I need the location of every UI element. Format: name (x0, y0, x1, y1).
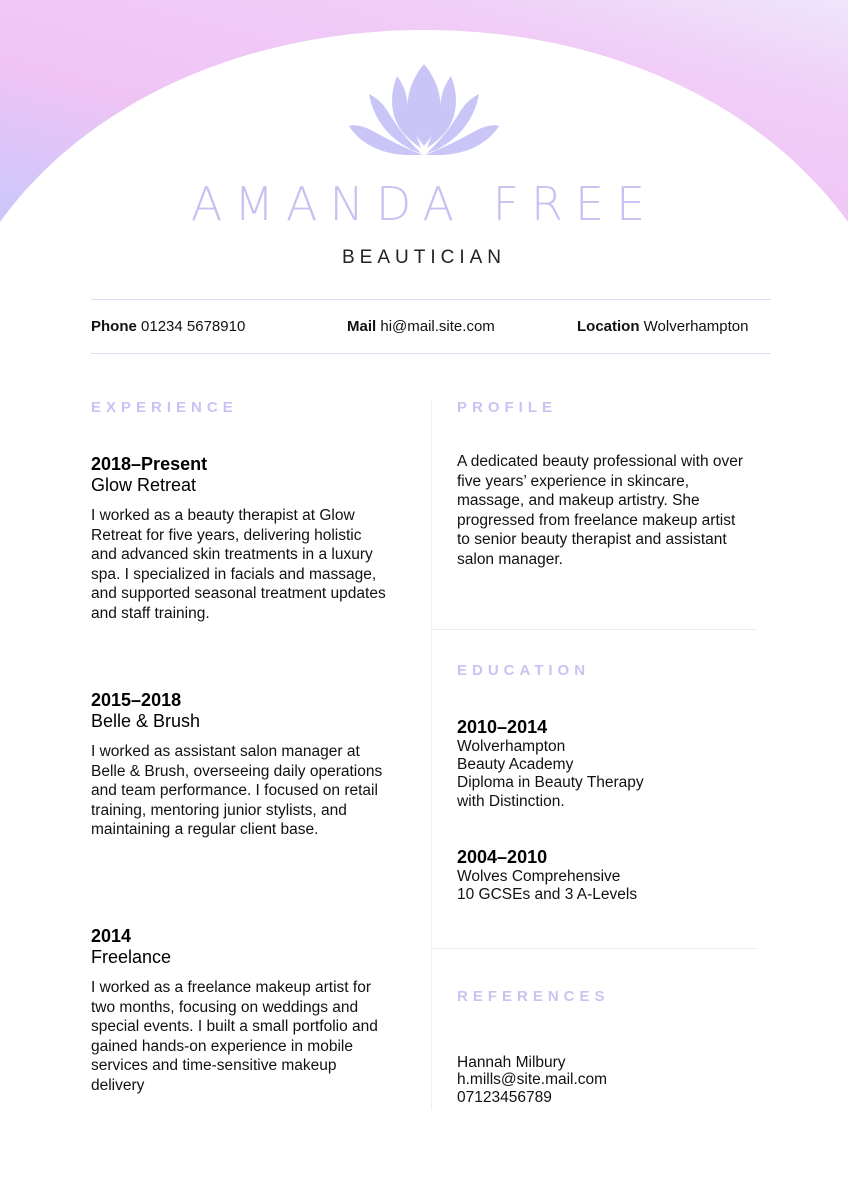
education-line: Diploma in Beauty Therapy (457, 774, 644, 792)
experience-description: I worked as a beauty therapist at Glow Retreat for five years, delivering holistic and advanced skin treatments in a luxury spa. I specialized in facials and massage, and supported seasonal treatment updates and staff training. (91, 507, 386, 622)
phone-label: Phone (91, 318, 137, 335)
experience-company: Belle & Brush (91, 711, 201, 731)
education-years: 2010–2014 (457, 717, 548, 737)
reference-name: Hannah Milbury (457, 1054, 566, 1071)
references-block (457, 1054, 747, 1106)
contact-location (577, 317, 748, 337)
phone-value: 01234 5678910 (141, 318, 246, 335)
education-item (457, 847, 747, 904)
education-line: with Distinction. (457, 792, 565, 810)
reference-phone: 07123456789 (457, 1088, 552, 1106)
experience-years: 2014 (91, 926, 132, 946)
experience-company: Glow Retreat (91, 475, 197, 495)
profile-text: A dedicated beauty professional with over five years’ experience in skincare, massage, and makeup artistry. She progressed from freelance makeup artist to senior beauty therapist and assistant salon manager. (457, 453, 744, 568)
experience-item (91, 690, 391, 840)
education-line: Beauty Academy (457, 756, 574, 774)
job-title: BEAUTICIAN (341, 247, 507, 268)
reference-email: h.mills@site.mail.com (457, 1071, 608, 1089)
experience-years: 2015–2018 (91, 690, 182, 710)
profile-divider (431, 629, 757, 630)
contact-divider-top (91, 299, 771, 300)
experience-description: I worked as assistant salon manager at Belle & Brush, overseeing daily operations and team performance. I focused on retail training, mentoring junior stylists, and maintaining a regular client base. (91, 743, 383, 839)
experience-company: Freelance (91, 947, 172, 967)
experience-item (91, 454, 391, 624)
education-years: 2004–2010 (457, 847, 548, 867)
education-line: Wolves Comprehensive (457, 868, 621, 885)
experience-heading: EXPERIENCE (91, 399, 238, 416)
education-heading: EDUCATION (457, 662, 591, 679)
education-divider (431, 948, 757, 949)
lotus-flower-icon (345, 62, 503, 158)
location-label: Location (577, 318, 640, 335)
experience-item (91, 926, 391, 1096)
contact-phone (91, 317, 245, 337)
column-divider (431, 400, 432, 1110)
profile-heading: PROFILE (457, 399, 558, 416)
education-line: 10 GCSEs and 3 A-Levels (457, 886, 638, 904)
contact-divider-bottom (91, 353, 771, 354)
candidate-name: AMANDA FREE (190, 177, 658, 231)
mail-value: hi@mail.site.com (380, 318, 495, 335)
education-line: Wolverhampton (457, 738, 566, 755)
experience-years: 2018–Present (91, 454, 208, 474)
mail-label: Mail (347, 318, 377, 335)
experience-description: I worked as a freelance makeup artist for two months, focusing on weddings and special events. I built a small portfolio and gained hands-on experience in mobile services and time-sensitive makeup delivery (91, 979, 378, 1094)
references-heading: REFERENCES (457, 988, 610, 1005)
education-item (457, 717, 747, 811)
contact-mail (347, 317, 495, 337)
location-value: Wolverhampton (643, 318, 749, 335)
